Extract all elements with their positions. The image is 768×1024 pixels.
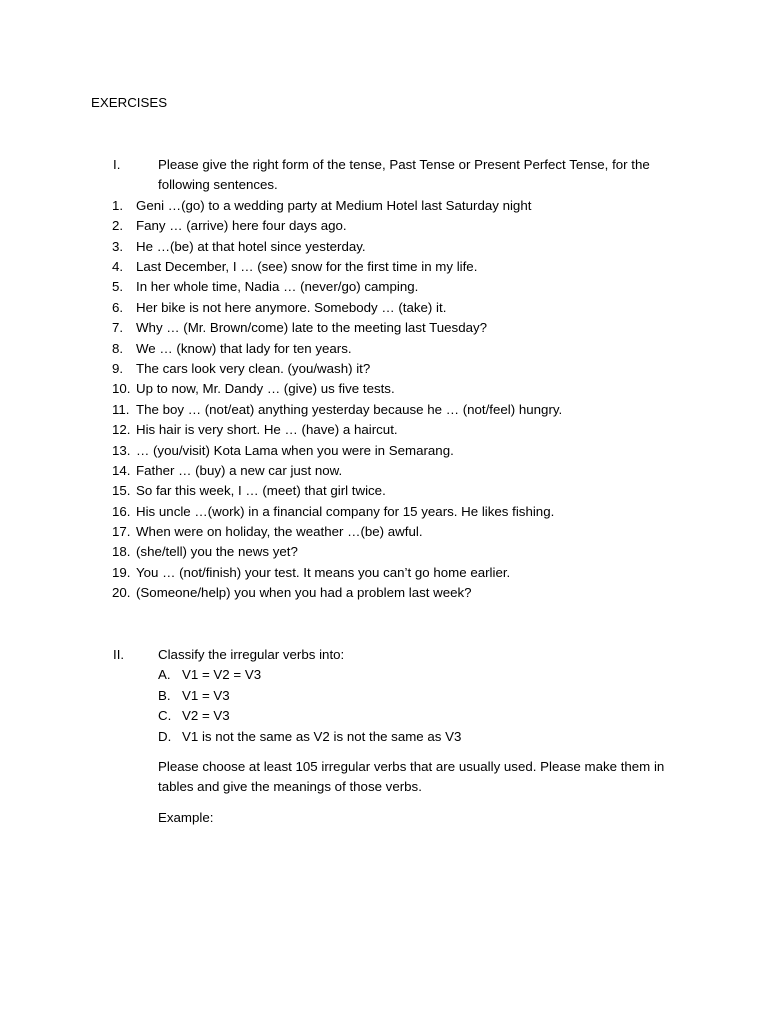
item-text: When were on holiday, the weather …(be) awful. (136, 524, 423, 540)
item-number: 10. (112, 381, 131, 397)
list-item (0, 237, 768, 257)
list-item (0, 420, 768, 440)
item-text: Last December, I … (see) snow for the first time in my life. (136, 258, 478, 274)
list-item (0, 461, 768, 481)
item-number: 18. (112, 544, 131, 560)
list-item (0, 298, 768, 318)
option-text: V2 = V3 (182, 708, 230, 724)
item-number: 6. (112, 299, 124, 315)
item-number: 5. (112, 279, 124, 295)
list-item (0, 481, 768, 501)
item-text: Geni …(go) to a wedding party at Medium Hotel last Saturday night (136, 197, 532, 213)
section-1 (0, 155, 768, 604)
list-item (0, 665, 768, 685)
option-letter: D. (158, 728, 172, 744)
section-1-instruction: Please give the right form of the tense, Past Tense or Present Perfect Tense, for the following sentences. (158, 157, 650, 193)
list-item (0, 502, 768, 522)
list-item (0, 542, 768, 562)
item-number: 15. (112, 483, 131, 499)
option-letter: B. (158, 687, 171, 703)
list-item (0, 359, 768, 379)
item-number: 8. (112, 340, 124, 356)
list-item (0, 400, 768, 420)
list-item (0, 216, 768, 236)
list-item (0, 441, 768, 461)
list-item (0, 727, 768, 747)
option-text: V1 is not the same as V2 is not the same as V3 (182, 728, 462, 744)
item-text: He …(be) at that hotel since yesterday. (136, 238, 366, 254)
item-text: (she/tell) you the news yet? (136, 544, 298, 560)
item-number: 16. (112, 503, 131, 519)
item-number: 9. (112, 360, 124, 376)
list-item (0, 686, 768, 706)
section-2-numeral: II. (113, 647, 125, 662)
item-text: Up to now, Mr. Dandy … (give) us five tests. (136, 381, 395, 397)
list-item (0, 563, 768, 583)
list-item (0, 583, 768, 603)
item-number: 2. (112, 218, 124, 234)
document-title: EXERCISES (91, 95, 168, 110)
section-2-heading (0, 645, 678, 665)
list-item (0, 706, 768, 726)
item-number: 1. (112, 197, 124, 213)
item-number: 4. (112, 258, 124, 274)
item-number: 12. (112, 422, 131, 438)
list-item (0, 277, 768, 297)
item-text: The boy … (not/eat) anything yesterday because he … (not/feel) hungry. (136, 401, 563, 417)
item-number: 20. (112, 585, 131, 601)
item-text: We … (know) that lady for ten years. (136, 340, 352, 356)
item-text: So far this week, I … (meet) that girl twice. (136, 483, 386, 499)
section-2-instruction: Classify the irregular verbs into: (158, 647, 345, 662)
option-letter: C. (158, 708, 172, 724)
list-item (0, 257, 768, 277)
item-number: 3. (112, 238, 124, 254)
exercise-list (0, 196, 768, 604)
item-text: Fany … (arrive) here four days ago. (136, 218, 347, 234)
item-number: 14. (112, 462, 131, 478)
section-1-numeral: I. (113, 157, 121, 172)
item-number: 19. (112, 564, 131, 580)
item-text: His hair is very short. He … (have) a haircut. (136, 422, 398, 438)
item-text: His uncle …(work) in a financial company for 15 years. He likes fishing. (136, 503, 555, 519)
section-1-heading (0, 155, 678, 196)
item-text: The cars look very clean. (you/wash) it? (136, 360, 371, 376)
item-number: 13. (112, 442, 131, 458)
item-text: Her bike is not here anymore. Somebody … (take) it. (136, 299, 447, 315)
example-label: Example: (158, 809, 214, 825)
list-item (0, 196, 768, 216)
item-text: Why … (Mr. Brown/come) late to the meeting last Tuesday? (136, 320, 488, 336)
option-letter: A. (158, 667, 171, 683)
list-item (0, 379, 768, 399)
list-item (0, 318, 768, 338)
option-text: V1 = V2 = V3 (182, 667, 262, 683)
item-text: Father … (buy) a new car just now. (136, 462, 343, 478)
item-text: You … (not/finish) your test. It means you can’t go home earlier. (136, 564, 511, 580)
item-text: … (you/visit) Kota Lama when you were in Semarang. (136, 442, 454, 458)
option-text: V1 = V3 (182, 687, 230, 703)
item-text: In her whole time, Nadia … (never/go) camping. (136, 279, 419, 295)
list-item (0, 522, 768, 542)
classification-list (0, 665, 768, 747)
item-number: 11. (112, 401, 130, 417)
item-number: 7. (112, 320, 124, 336)
item-number: 17. (112, 524, 131, 540)
item-text: (Someone/help) you when you had a problem last week? (136, 585, 472, 601)
irregular-verbs-instruction: Please choose at least 105 irregular verbs that are usually used. Please make them in tables and give the meanings of those verbs. (158, 758, 665, 795)
list-item (0, 339, 768, 359)
section-2 (0, 645, 768, 828)
